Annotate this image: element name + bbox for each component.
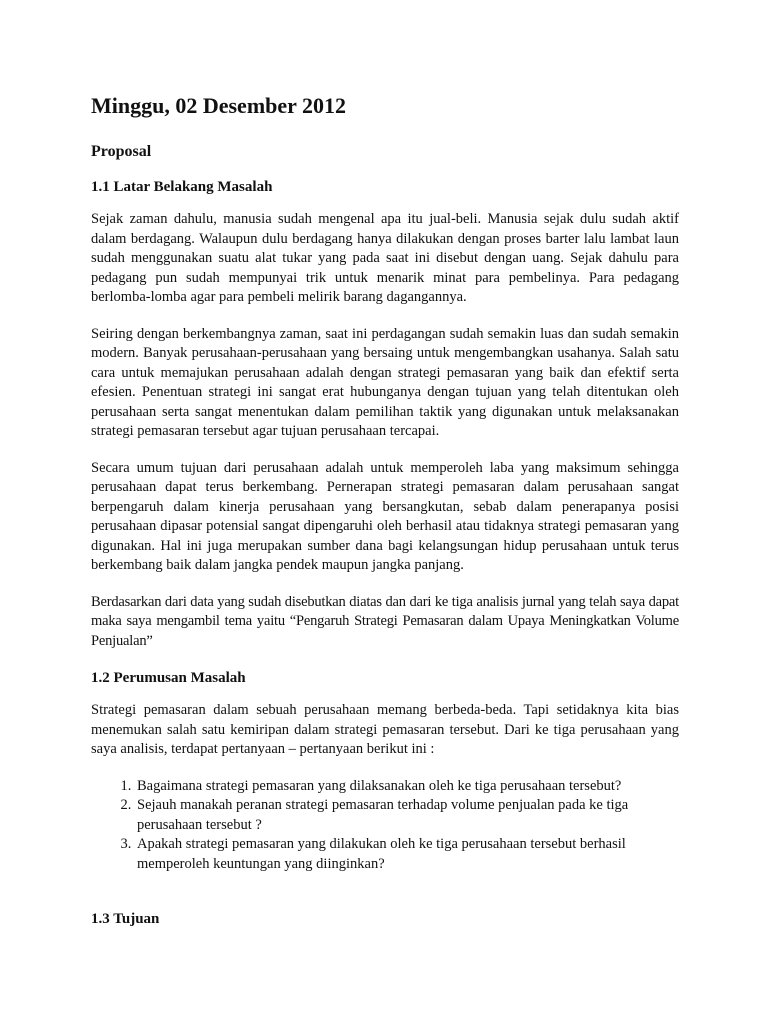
date-title: Minggu, 02 Desember 2012 <box>91 93 347 118</box>
paragraph: Secara umum tujuan dari perusahaan adalah untuk memperoleh laba yang maksimum sehingga perusahaan dapat terus berkembang. Pernerapan strategi pemasaran dalam perusahaan sangat berpengaruh dalam kinerja perusahaan yang bersangkutan, sebab dalam penerapanya posisi perusahaan dipasar potensial sangat dipengaruhi oleh berhasil atau tidaknya strategi pemasaran yang digunakan. Hal ini juga merupakan sumber dana bagi kelangsungan hidup perusahaan untuk terus berkembang baik dalam jangka pendek maupun jangka panjang. <box>91 459 679 573</box>
section-heading-latar-belakang: 1.1 Latar Belakang Masalah <box>91 179 273 195</box>
document-page <box>91 92 679 929</box>
proposal-heading: Proposal <box>91 143 152 160</box>
paragraph: Seiring dengan berkembangnya zaman, saat ini perdagangan sudah semakin luas dan sudah semakin modern. Banyak perusahaan-perusahaan yang bersaing untuk mengembangkan usahanya. Salah satu cara untuk memajukan perusahaan adalah dengan strategi pemasaran yang baik dan efektif serta efesien. Penentuan strategi ini sangat erat hubunganya dengan tujuan yang telah ditentukan oleh perusahaan serta sangat menentukan dalam pemilihan taktik yang digunakan untuk melaksanakan strategi pemasaran tersebut agar tujuan perusahaan tercapai. <box>91 325 679 439</box>
section-heading-perumusan-masalah: 1.2 Perumusan Masalah <box>91 670 246 686</box>
list-item: 2. Sejauh manakah peranan strategi pemasaran terhadap volume penjualan pada ke tiga perusahaan tersebut ? <box>135 796 679 835</box>
question-list <box>91 777 679 875</box>
paragraph: Berdasarkan dari data yang sudah disebutkan diatas dan dari ke tiga analisis jurnal yang telah saya dapat maka saya mengambil tema yaitu “Pengaruh Strategi Pemasaran dalam Upaya Meningkatkan Volume Penjualan” <box>91 593 679 649</box>
list-item: 1. Bagaimana strategi pemasaran yang dilaksanakan oleh ke tiga perusahaan tersebut? <box>135 777 679 797</box>
paragraph: Strategi pemasaran dalam sebuah perusahaan memang berbeda-beda. Tapi setidaknya kita bias menemukan salah satu kemiripan dalam strategi pemasaran tersebut. Dari ke tiga perusahaan yang saya analisis, terdapat pertanyaan – pertanyaan berikut ini : <box>91 702 679 757</box>
section-heading-tujuan: 1.3 Tujuan <box>91 911 160 927</box>
paragraph: Sejak zaman dahulu, manusia sudah mengenal apa itu jual-beli. Manusia sejak dulu sudah aktif dalam berdagang. Walaupun dulu berdagang hanya dilakukan dengan proses barter lalu lambat laun sudah menggunakan suatu alat tukar yang pada saat ini disebut dengan uang. Sejak dahulu para pedagang pun sudah mempunyai trik untuk menarik minat para pembelinya. Para pedagang berlomba-lomba agar para pembeli melirik barang dagangannya. <box>91 211 679 305</box>
list-item: 3. Apakah strategi pemasaran yang dilakukan oleh ke tiga perusahaan tersebut berhasil memperoleh keuntungan yang diinginkan? <box>135 835 679 874</box>
